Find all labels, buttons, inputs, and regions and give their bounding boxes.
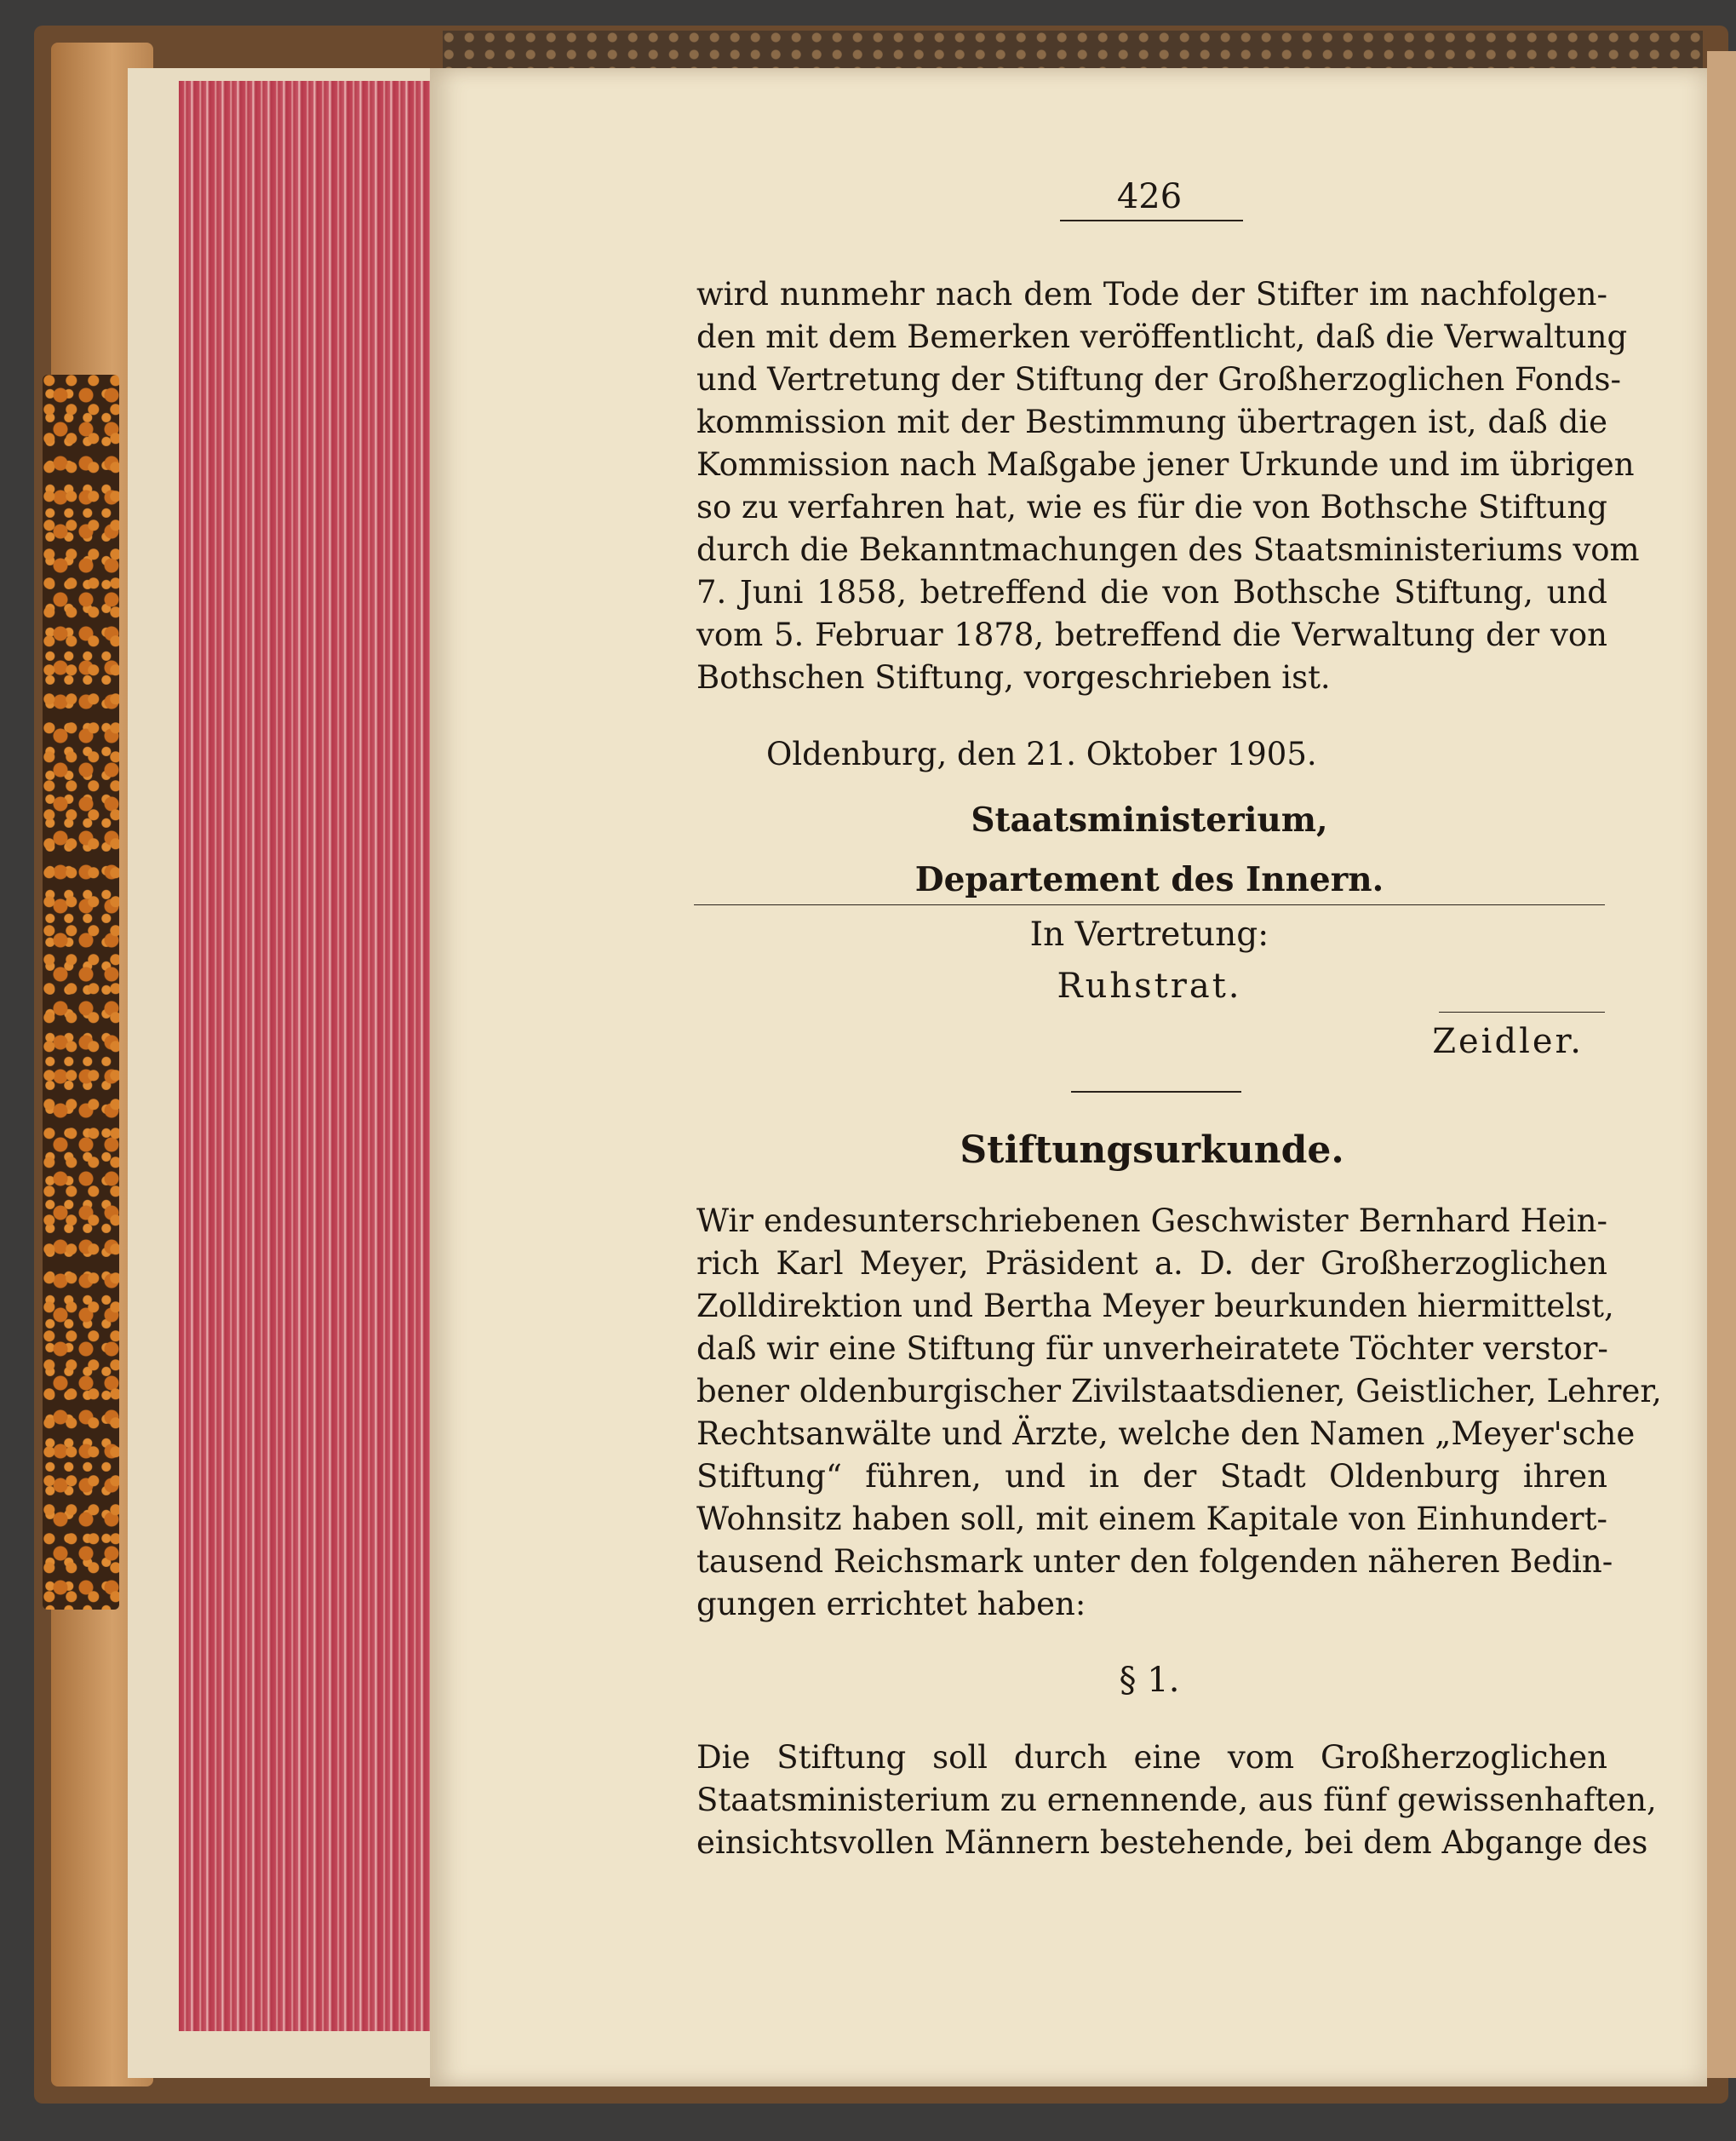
intro-line: kommission mit der Bestimmung übertragen ist, daß die: [696, 404, 1607, 440]
red-page-edges: [179, 81, 434, 2031]
section-heading: § 1.: [1119, 1661, 1180, 1700]
deed-line: Wohnsitz haben soll, mit einem Kapitale von Einhundert-: [696, 1501, 1607, 1537]
cover-marbled-side: [43, 375, 119, 1610]
deed-line: rich Karl Meyer, Präsident a. D. der Großherzoglichen: [696, 1245, 1607, 1282]
deed-line: gungen errichtet haben:: [696, 1586, 1086, 1622]
header-rule: [1060, 220, 1243, 221]
intro-line: 7. Juni 1858, betreffend die von Bothsche Stiftung, und: [696, 574, 1607, 611]
deed-line: Stiftung“ führen, und in der Stadt Oldenburg ihren: [696, 1458, 1607, 1495]
section-separator: [1071, 1091, 1241, 1093]
authority-department: Departement des Innern.: [914, 860, 1384, 899]
deed-line: Zolldirektion und Bertha Meyer beurkunden hiermittelst,: [696, 1288, 1614, 1324]
intro-line: so zu verfahren hat, wie es für die von Bothsche Stiftung: [696, 489, 1607, 525]
intro-line: Kommission nach Maßgabe jener Urkunde und im übrigen: [696, 446, 1635, 483]
signer-ruhstrat: Ruhstrat.: [1057, 967, 1242, 1006]
signer-rule: [1439, 1012, 1605, 1013]
page-number: 426: [1116, 177, 1183, 216]
section-line: einsichtsvollen Männern bestehende, bei dem Abgange des: [696, 1824, 1648, 1861]
deed-title: Stiftungsurkunde.: [960, 1128, 1344, 1172]
intro-line: vom 5. Februar 1878, betreffend die Verwaltung der von: [696, 617, 1607, 653]
authority-name: Staatsministerium,: [971, 801, 1328, 840]
place-date: Oldenburg, den 21. Oktober 1905.: [766, 736, 1317, 772]
signer-zeidler: Zeidler.: [1432, 1022, 1584, 1061]
deed-line: Wir endesunterschriebenen Geschwister Bernhard Hein-: [696, 1203, 1607, 1239]
intro-line: und Vertretung der Stiftung der Großherzoglichen Fonds-: [696, 361, 1621, 398]
section-line: Die Stiftung soll durch eine vom Großherzoglichen: [696, 1739, 1607, 1776]
deed-line: Rechtsanwälte und Ärzte, welche den Namen „Meyer'sche: [696, 1415, 1636, 1452]
deed-line: daß wir eine Stiftung für unverheiratete Töchter verstor-: [696, 1330, 1608, 1367]
deed-line: bener oldenburgischer Zivilstaatsdiener, Geistlicher, Lehrer,: [696, 1373, 1662, 1409]
cover-right-edge: [1707, 51, 1736, 2078]
representation-note: In Vertretung:: [1029, 916, 1269, 954]
intro-line: wird nunmehr nach dem Tode der Stifter im nachfolgen-: [696, 276, 1607, 313]
intro-line: durch die Bekanntmachungen des Staatsministeriums vom: [696, 531, 1640, 568]
intro-line: Bothschen Stiftung, vorgeschrieben ist.: [696, 659, 1331, 696]
intro-line: den mit dem Bemerken veröffentlicht, daß die Verwaltung: [696, 319, 1628, 355]
authority-rule: [694, 904, 1605, 905]
deed-line: tausend Reichsmark unter den folgenden näheren Bedin-: [696, 1543, 1613, 1580]
section-line: Staatsministerium zu ernennende, aus fünf gewissenhaften,: [696, 1782, 1657, 1818]
